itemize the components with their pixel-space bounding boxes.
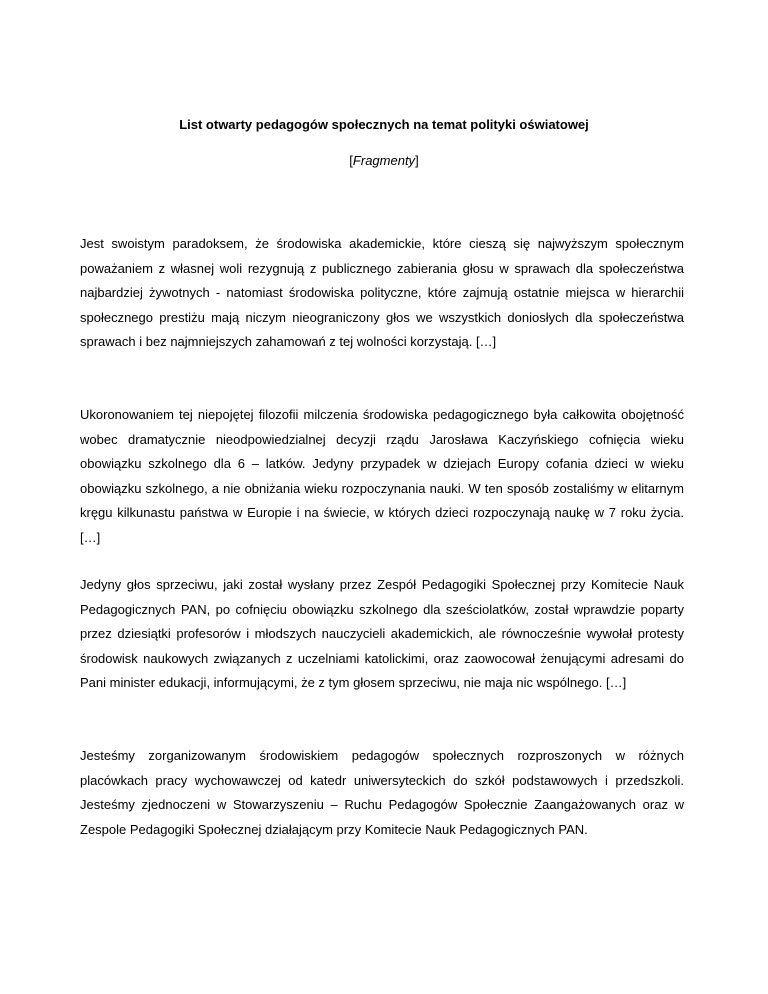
subtitle-close-bracket: ] xyxy=(415,153,419,168)
document-title: List otwarty pedagogów społecznych na temat polityki oświatowej xyxy=(179,117,589,132)
paragraph-4: Jesteśmy zorganizowanym środowiskiem pedagogów społecznych rozproszonych w różnych placówkach pracy wychowawczej od katedr uniwersyteckich do szkół podstawowych i przedszkoli. Jesteśmy zjednoczeni w Stowarzyszeniu – Ruchu Pedagogów Społecznie Zaangażowanych oraz w Zespole Pedagogiki Społecznej działającym przy Komitecie Nauk Pedagogicznych PAN. xyxy=(80,748,684,837)
paragraph-1: Jest swoistym paradoksem, że środowiska akademickie, które cieszą się najwyższym społecznym poważaniem z własnej woli rezygnują z publicznego zabierania głosu w sprawach dla społeczeństwa najbardziej żywotnych - natomiast środowiska polityczne, które zajmują ostatnie miejsca w hierarchii społecznego prestiżu mają niczym nieograniczony głos we wszystkich doniosłych dla społeczeństwa sprawach i bez najmniejszych zahamowań z tej wolności korzystają. […] xyxy=(80,236,684,349)
paragraph-3: Jedyny głos sprzeciwu, jaki został wysłany przez Zespół Pedagogiki Społecznej przy Komitecie Nauk Pedagogicznych PAN, po cofnięciu obowiązku szkolnego dla sześciolatków, został wprawdzie poparty przez dziesiątki profesorów i młodszych nauczycieli akademickich, ale równocześnie wywołał protesty środowisk naukowych związanych z uczelniami katolickimi, oraz zaowocował żenującymi adresami do Pani minister edukacji, informującymi, że z tym głosem sprzeciwu, nie maja nic wspólnego. […] xyxy=(80,577,684,690)
document-subtitle xyxy=(0,152,768,170)
subtitle-text: Fragmenty xyxy=(352,153,416,168)
subtitle-open-bracket: [ xyxy=(349,153,353,168)
paragraph-2: Ukoronowaniem tej niepojętej filozofii milczenia środowiska pedagogicznego była całkowita obojętność wobec dramatycznie nieodpowiedzialnej decyzji rządu Jarosława Kaczyńskiego cofnięcia wieku obowiązku szkolnego dla 6 – latków. Jedyny przypadek w dziejach Europy cofania dzieci w wieku obowiązku szkolnego, a nie obniżania wieku rozpoczynania nauki. W ten sposób zostaliśmy w elitarnym kręgu kilkunastu państwa w Europie i na świecie, w których dzieci rozpoczynają naukę w 7 roku życia. […] xyxy=(80,407,684,545)
